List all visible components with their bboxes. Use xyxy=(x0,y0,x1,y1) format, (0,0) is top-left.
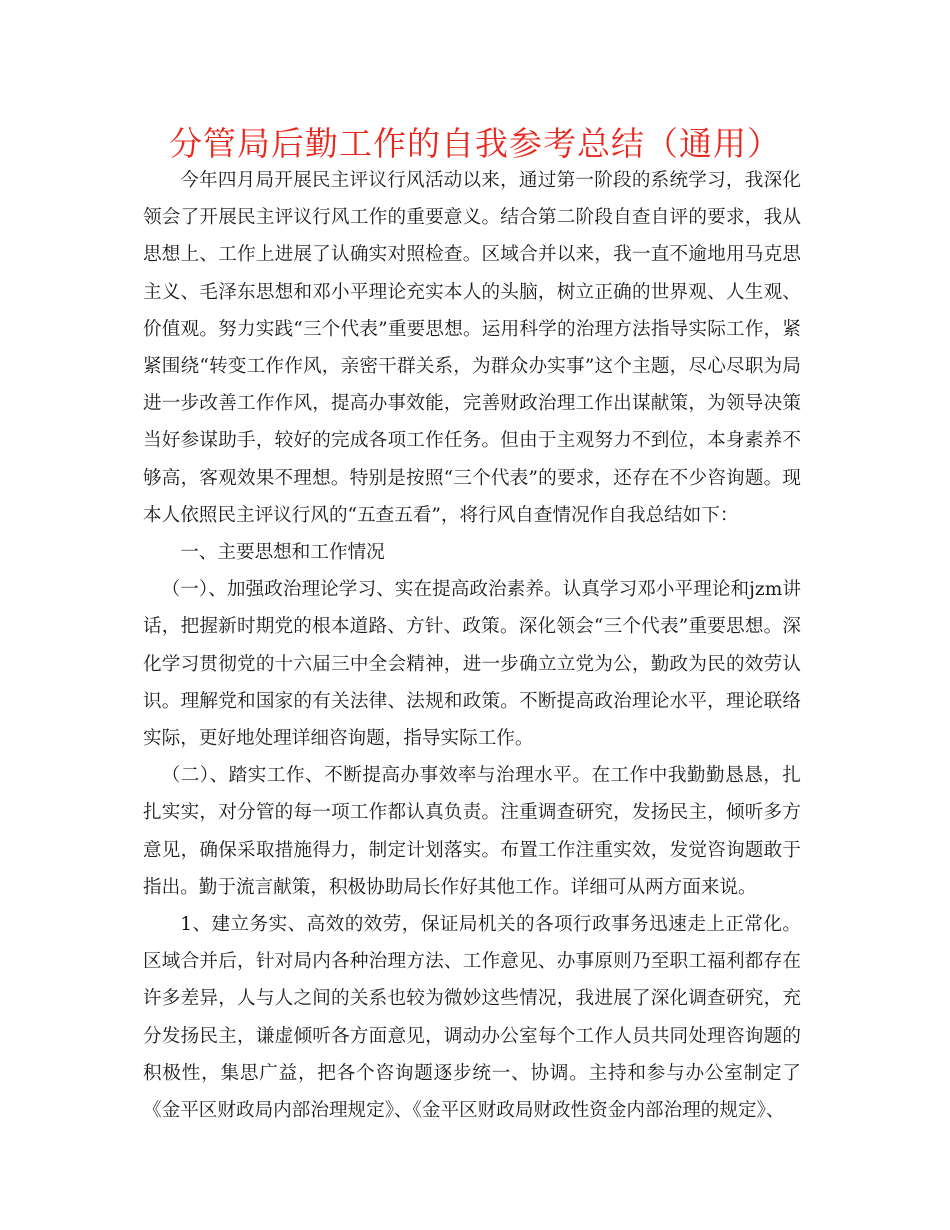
paragraph-political-study: （一）、加强政治理论学习、实在提高政治素养。认真学习邓小平理论和jzm讲话，把握新时期党的根本道路、方针、政策。深化领会“三个代表”重要思想。深化学习贯彻党的十六届三中全会精神，进一步确立立党为公，勤政为民的效劳认识。理解党和国家的有关法律、法规和政策。不断提高政治理论水平，理论联络实际，更好地处理详细咨询题，指导实际工作。 xyxy=(143,579,801,750)
paragraph-work-efficiency: （二）、踏实工作、不断提高办事效率与治理水平。在工作中我勤勤恳恳，扎扎实实，对分管的每一项工作都认真负责。注重调查研究，发扬民主，倾听多方意见，确保采取措施得力，制定计划落实。布置工作注重实效，发觉咨询题敢于指出。勤于流言献策，积极协助局长作好其他工作。详细可从两方面来说。 xyxy=(143,765,801,898)
paragraph-intro: 今年四月局开展民主评议行风活动以来，通过第一阶段的系统学习，我深化领会了开展民主评议行风工作的重要意义。结合第二阶段自查自评的要求，我从思想上、工作上进展了认确实对照检查。区域合并以来，我一直不逾地用马克思主义、毛泽东思想和邓小平理论充实本人的头脑，树立正确的世界观、人生观、价值观。努力实践“三个代表”重要思想。运用科学的治理方法指导实际工作，紧紧围绕“转变工作作风，亲密干群关系，为群众办实事”这个主题，尽心尽职为局进一步改善工作作风，提高办事效能，完善财政治理工作出谋献策，为领导决策当好参谋助手，较好的完成各项工作任务。但由于主观努力不到位，本身素养不够高，客观效果不理想。特别是按照“三个代表”的要求，还存在不少咨询题。现本人依照民主评议行风的“五查五看”，将行风自查情况作自我总结如下： xyxy=(143,170,801,526)
paragraph-service-system: 1、建立务实、高效的效劳，保证局机关的各项行政事务迅速走上正常化。区域合并后，针对局内各种治理方法、工作意见、办事原则乃至职工福利都存在许多差异，人与人之间的关系也较为微妙这些情况，我进展了深化调查研究，充分发扬民主，谦虚倾听各方面意见，调动办公室每个工作人员共同处理咨询题的积极性，集思广益，把各个咨询题逐步统一、协调。主持和参与办公室制定了《金平区财政局内部治理规定》、《金平区财政局财政性资金内部治理的规定》、 xyxy=(143,914,801,1122)
document-body xyxy=(143,162,801,1129)
document-title: 分管局后勤工作的自我参考总结（通用） xyxy=(169,124,781,163)
section-heading-main-work: 一、主要思想和工作情况 xyxy=(180,542,385,564)
